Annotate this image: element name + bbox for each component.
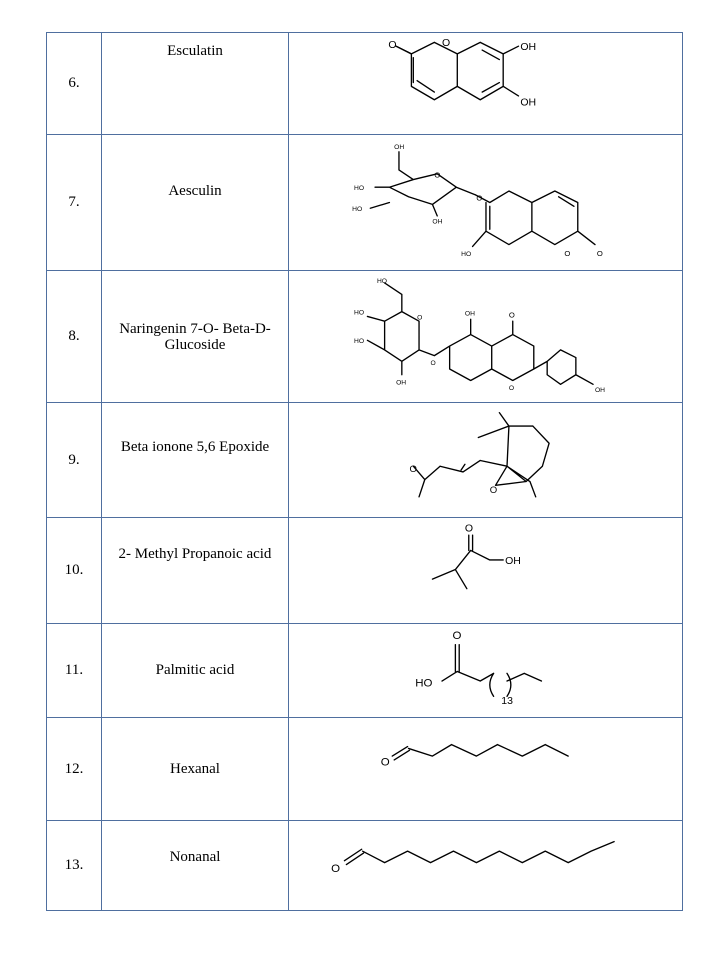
atom-oh: OH [505,554,521,567]
table-row [47,718,683,821]
compound-name: Palmitic acid [102,624,289,718]
table-row [47,33,683,135]
table-row [47,271,683,403]
atom-o: O [388,39,397,52]
atom-o: O [489,484,498,496]
compound-name: Beta ionone 5,6 Epoxide [102,403,289,518]
compound-name: Esculatin [102,33,289,135]
atom-o: O [452,629,462,642]
table-row [47,403,683,518]
atom-ho: HO [376,277,388,285]
nonanal-structure-drawing [289,821,682,910]
atom-ho: HO [415,677,433,690]
structure-aesculin [289,135,683,271]
atom-ho: HO [461,251,472,259]
atom-o: O [508,385,515,393]
row-number: 8. [47,271,102,403]
subscript-13: 13 [501,694,513,707]
aesculin-structure-drawing [289,135,682,270]
atom-ho: HO [354,309,365,317]
structure-hexanal [289,718,683,821]
atom-o: O [476,193,483,203]
esculatin-structure-drawing [289,33,682,134]
row-number: 7. [47,135,102,271]
structure-esculatin [289,33,683,135]
atom-oh: OH [520,96,537,109]
compound-name: Aesculin [102,135,289,271]
table-row [47,624,683,718]
atom-o: O [464,522,474,535]
atom-o: O [331,863,340,876]
table-row [47,135,683,271]
methyl-propanoic-structure-drawing [289,518,682,623]
structure-beta-ionone-epoxide [289,403,683,518]
structure-naringenin-glucoside [289,271,683,403]
palmitic-structure-drawing [289,624,682,717]
atom-ho: HO [354,338,365,346]
table-row [47,821,683,911]
naringenin-structure-drawing [289,271,682,402]
compound-table [46,32,683,911]
atom-ho: HO [354,185,365,193]
atom-ho: HO [352,206,363,214]
row-number: 6. [47,33,102,135]
atom-o: O [508,310,515,320]
hexanal-structure-drawing [289,718,682,820]
atom-o: O [409,463,417,475]
row-number: 10. [47,518,102,624]
compound-name: Hexanal [102,718,289,821]
compound-name: Nonanal [102,821,289,911]
atom-o: O [596,249,603,259]
atom-o: O [417,314,423,322]
structure-methyl-propanoic-acid [289,518,683,624]
atom-o: O [441,37,451,50]
compound-name: Naringenin 7-O- Beta-D- Glucoside [102,271,289,403]
table-row [47,518,683,624]
atom-oh: OH [432,218,443,226]
atom-oh: OH [394,143,405,151]
atom-oh: OH [594,386,606,394]
atom-o: O [564,249,571,259]
compound-name: 2- Methyl Propanoic acid [102,518,289,624]
row-number: 13. [47,821,102,911]
structure-palmitic-acid [289,624,683,718]
structure-nonanal [289,821,683,911]
row-number: 11. [47,624,102,718]
atom-o: O [380,756,390,769]
row-number: 12. [47,718,102,821]
atom-o: O [430,360,436,368]
atom-oh: OH [464,310,475,318]
row-number: 9. [47,403,102,518]
atom-oh: OH [396,379,407,387]
atom-o: O [434,170,441,180]
beta-ionone-structure-drawing [289,403,682,517]
atom-oh: OH [520,41,537,54]
